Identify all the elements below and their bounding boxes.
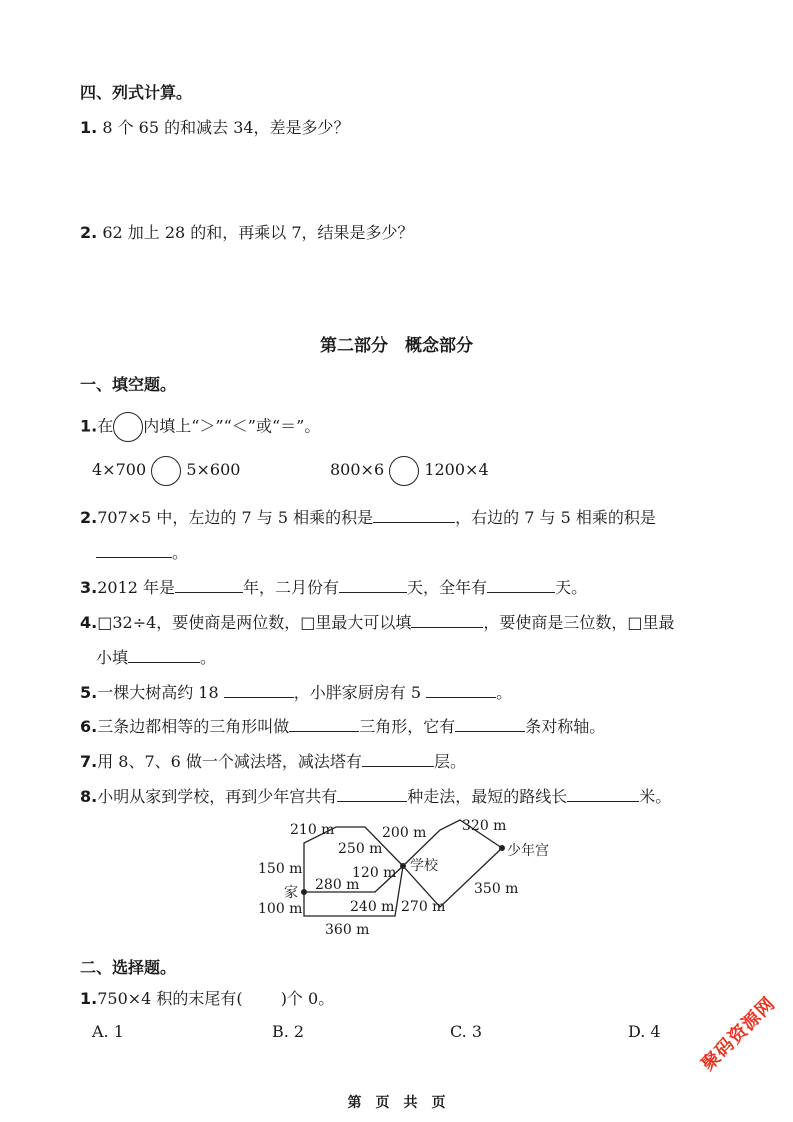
route-map-diagram	[250, 812, 570, 940]
school-dot	[400, 863, 406, 869]
option-b[interactable]: B. 2	[272, 1022, 305, 1041]
label-home: 家	[284, 885, 298, 901]
watermark-stamp: 聚码资源网	[697, 993, 780, 1076]
text: ，要使商是三位数，□里最	[483, 613, 675, 632]
text: 条对称轴。	[525, 717, 606, 736]
text: 。	[496, 683, 513, 702]
question-text: 8 个 65 的和减去 34，差是多少？	[102, 118, 350, 137]
text: 小填	[96, 648, 129, 667]
label-100: 100 m	[258, 901, 303, 917]
text: 三条边都相等的三角形叫做	[97, 717, 290, 736]
question-number: 3.	[80, 578, 98, 597]
text: □32÷4，要使商是两位数，□里最大可以填	[97, 613, 412, 632]
question-number: 2.	[80, 508, 98, 527]
question-number: 4.	[80, 613, 98, 632]
home-dot	[301, 889, 307, 895]
text: 。	[200, 648, 217, 667]
question-number: 7.	[80, 752, 98, 771]
text: 天。	[555, 578, 588, 597]
label-150: 150 m	[258, 861, 303, 877]
question-text: 62 加上 28 的和，再乘以 7，结果是多少？	[102, 223, 414, 242]
fill-question-3	[80, 575, 587, 598]
section-heading-choice: 二、选择题。	[80, 958, 177, 977]
fill-question-4-cont	[96, 645, 216, 668]
expr: 4×700	[92, 460, 147, 479]
palace-dot	[499, 845, 505, 851]
compare-circle[interactable]	[389, 456, 419, 486]
text: 种走法，最短的路线长	[407, 787, 568, 806]
answer-blank[interactable]	[128, 648, 200, 663]
part-title: 第二部分 概念部分	[320, 336, 473, 356]
question-number: 6.	[80, 717, 98, 736]
compare-circle[interactable]	[151, 456, 181, 486]
label-360: 360 m	[325, 922, 370, 938]
answer-blank[interactable]	[175, 578, 243, 593]
question-number: 1.	[80, 416, 98, 436]
text: ，小胖家厨房有 5	[293, 683, 422, 702]
fill-question-2	[80, 505, 656, 528]
fill-question-8	[80, 784, 671, 807]
label-240: 240 m	[350, 899, 395, 915]
q1-post: 内填上“＞”“＜”或“＝”。	[143, 416, 321, 436]
label-school: 学校	[410, 858, 438, 874]
compare-item-1	[92, 455, 240, 486]
question-calc-2	[80, 220, 414, 243]
answer-blank[interactable]	[96, 543, 172, 558]
page-footer: 第 页 共 页	[347, 1095, 446, 1111]
q1-pre: 在	[97, 416, 114, 436]
answer-blank[interactable]	[411, 613, 483, 628]
label-280: 280 m	[315, 877, 360, 893]
answer-blank[interactable]	[289, 717, 359, 732]
section-heading-fill: 一、填空题。	[80, 375, 177, 394]
question-number: 2.	[80, 223, 98, 242]
label-250: 250 m	[338, 841, 383, 857]
text: 层。	[433, 752, 466, 771]
question-number: 1.	[80, 989, 98, 1008]
answer-blank[interactable]	[337, 787, 407, 802]
option-a[interactable]: A. 1	[92, 1022, 124, 1041]
option-c[interactable]: C. 3	[450, 1022, 483, 1041]
question-number: 5.	[80, 683, 98, 702]
compare-item-2	[330, 455, 489, 486]
text: ，右边的 7 与 5 相乘的积是	[455, 508, 656, 527]
answer-blank[interactable]	[426, 683, 496, 698]
label-200: 200 m	[382, 825, 427, 841]
text: 。	[172, 543, 189, 562]
label-350: 350 m	[474, 881, 519, 897]
fill-question-6	[80, 714, 605, 737]
label-320: 320 m	[462, 818, 507, 834]
label-palace: 少年宫	[507, 843, 549, 859]
answer-blank[interactable]	[455, 717, 525, 732]
expr: 5×600	[186, 460, 241, 479]
answer-blank[interactable]	[224, 683, 294, 698]
fill-question-2-cont	[96, 540, 188, 563]
fill-question-7	[80, 749, 466, 772]
expr: 800×6	[330, 460, 385, 479]
text: 707×5 中，左边的 7 与 5 相乘的积是	[97, 508, 374, 527]
question-number: 8.	[80, 787, 98, 806]
choice-question-1	[80, 986, 334, 1009]
expr: 1200×4	[424, 460, 489, 479]
label-210: 210 m	[290, 822, 335, 838]
text: 小明从家到学校，再到少年宫共有	[97, 787, 338, 806]
section-heading-calc: 四、列式计算。	[80, 83, 193, 102]
text: 天，全年有	[407, 578, 488, 597]
text: 一棵大树高约 18	[97, 683, 219, 702]
answer-blank[interactable]	[567, 787, 639, 802]
text: 用 8、7、6 做一个减法塔，减法塔有	[97, 752, 362, 771]
text: 2012 年是	[97, 578, 176, 597]
answer-blank[interactable]	[362, 752, 434, 767]
label-270: 270 m	[401, 899, 446, 915]
compare-circle-sample	[113, 412, 143, 442]
text: 三角形，它有	[359, 717, 456, 736]
option-d[interactable]: D. 4	[628, 1022, 661, 1041]
question-number: 1.	[80, 118, 98, 137]
fill-question-4	[80, 610, 675, 633]
question-calc-1	[80, 115, 350, 138]
label-120: 120 m	[352, 865, 397, 881]
fill-question-1	[80, 412, 320, 442]
text: 年，二月份有	[243, 578, 340, 597]
text: 米。	[639, 787, 672, 806]
text: 750×4 积的末尾有(	[97, 989, 243, 1008]
answer-blank[interactable]	[373, 508, 455, 523]
answer-blank[interactable]	[487, 578, 555, 593]
text: )个 0。	[280, 989, 335, 1008]
answer-blank[interactable]	[339, 578, 407, 593]
fill-question-5	[80, 680, 512, 703]
